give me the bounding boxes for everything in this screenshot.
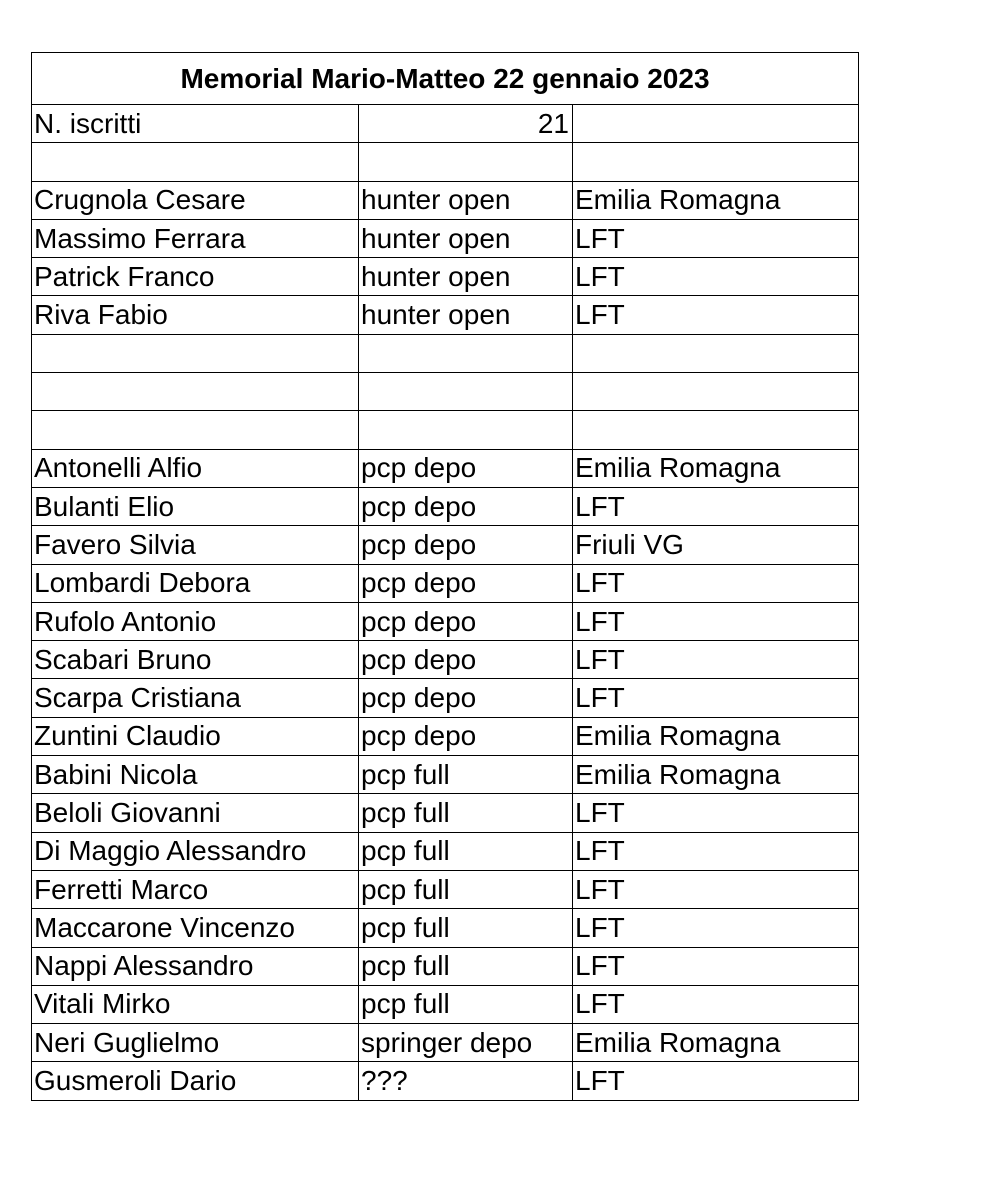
participant-region: LFT	[573, 985, 859, 1023]
participant-category	[359, 334, 573, 372]
participant-region: Emilia Romagna	[573, 181, 859, 219]
table-row	[32, 679, 859, 717]
participant-name	[32, 411, 359, 449]
table-row	[32, 296, 859, 334]
participant-category: pcp depo	[359, 717, 573, 755]
participant-category: springer depo	[359, 1024, 573, 1062]
participant-category	[359, 373, 573, 411]
registrants-label: N. iscritti	[32, 105, 359, 143]
registration-table-body	[32, 53, 859, 1101]
registrants-count: 21	[359, 105, 573, 143]
participant-category: pcp full	[359, 794, 573, 832]
participant-region: LFT	[573, 641, 859, 679]
participant-name: Antonelli Alfio	[32, 449, 359, 487]
participant-region: LFT	[573, 1062, 859, 1100]
table-row	[32, 449, 859, 487]
participant-name: Di Maggio Alessandro	[32, 832, 359, 870]
participant-name: Vitali Mirko	[32, 985, 359, 1023]
table-row	[32, 487, 859, 525]
participant-category	[359, 143, 573, 181]
participant-name: Patrick Franco	[32, 258, 359, 296]
table-row	[32, 1024, 859, 1062]
table-row	[32, 832, 859, 870]
participant-region	[573, 373, 859, 411]
participant-name: Scarpa Cristiana	[32, 679, 359, 717]
table-row	[32, 641, 859, 679]
table-row	[32, 411, 859, 449]
title-row	[32, 53, 859, 105]
sheet-title: Memorial Mario-Matteo 22 gennaio 2023	[32, 53, 859, 105]
participant-name: Babini Nicola	[32, 756, 359, 794]
participant-category: hunter open	[359, 258, 573, 296]
participant-name: Riva Fabio	[32, 296, 359, 334]
table-row	[32, 258, 859, 296]
summary-empty-cell	[573, 105, 859, 143]
table-row	[32, 717, 859, 755]
participant-name: Zuntini Claudio	[32, 717, 359, 755]
participant-category: pcp depo	[359, 449, 573, 487]
participant-region	[573, 143, 859, 181]
participant-name: Favero Silvia	[32, 526, 359, 564]
participant-category: pcp depo	[359, 526, 573, 564]
participant-name	[32, 143, 359, 181]
participant-name: Lombardi Debora	[32, 564, 359, 602]
participant-region	[573, 411, 859, 449]
table-row	[32, 756, 859, 794]
participant-name: Massimo Ferrara	[32, 219, 359, 257]
participant-category: pcp full	[359, 756, 573, 794]
participant-name: Maccarone Vincenzo	[32, 909, 359, 947]
participant-name: Crugnola Cesare	[32, 181, 359, 219]
participant-region: LFT	[573, 794, 859, 832]
table-row	[32, 602, 859, 640]
participant-region: LFT	[573, 219, 859, 257]
table-row	[32, 373, 859, 411]
table-row	[32, 909, 859, 947]
participant-category: pcp depo	[359, 487, 573, 525]
participant-region: LFT	[573, 832, 859, 870]
participant-category: hunter open	[359, 181, 573, 219]
table-row	[32, 526, 859, 564]
participant-category: hunter open	[359, 219, 573, 257]
participant-region: Emilia Romagna	[573, 717, 859, 755]
registration-table	[31, 52, 859, 1101]
participant-name: Beloli Giovanni	[32, 794, 359, 832]
participant-category: pcp full	[359, 870, 573, 908]
participant-name: Rufolo Antonio	[32, 602, 359, 640]
participant-name: Gusmeroli Dario	[32, 1062, 359, 1100]
participant-category	[359, 411, 573, 449]
participant-category: pcp depo	[359, 564, 573, 602]
participant-region	[573, 334, 859, 372]
table-row	[32, 219, 859, 257]
participant-name: Bulanti Elio	[32, 487, 359, 525]
participant-region: LFT	[573, 602, 859, 640]
participant-category: pcp depo	[359, 602, 573, 640]
participant-name: Nappi Alessandro	[32, 947, 359, 985]
participant-region: LFT	[573, 487, 859, 525]
participant-region: LFT	[573, 258, 859, 296]
participant-name	[32, 334, 359, 372]
table-row	[32, 947, 859, 985]
participant-region: LFT	[573, 679, 859, 717]
participant-region: LFT	[573, 564, 859, 602]
participant-category: pcp full	[359, 985, 573, 1023]
summary-row	[32, 105, 859, 143]
participant-name: Scabari Bruno	[32, 641, 359, 679]
table-row	[32, 1062, 859, 1100]
participant-region: LFT	[573, 870, 859, 908]
participant-region: LFT	[573, 947, 859, 985]
participant-name	[32, 373, 359, 411]
participant-category: pcp full	[359, 909, 573, 947]
participant-category: pcp full	[359, 832, 573, 870]
table-row	[32, 870, 859, 908]
participant-name: Ferretti Marco	[32, 870, 359, 908]
participant-category: hunter open	[359, 296, 573, 334]
participant-region: Emilia Romagna	[573, 756, 859, 794]
table-row	[32, 564, 859, 602]
participant-category: pcp depo	[359, 679, 573, 717]
participant-region: Emilia Romagna	[573, 1024, 859, 1062]
participant-region: LFT	[573, 296, 859, 334]
table-row	[32, 985, 859, 1023]
participant-name: Neri Guglielmo	[32, 1024, 359, 1062]
participant-category: ???	[359, 1062, 573, 1100]
participant-category: pcp depo	[359, 641, 573, 679]
table-row	[32, 794, 859, 832]
table-row	[32, 181, 859, 219]
table-row	[32, 334, 859, 372]
participant-region: Emilia Romagna	[573, 449, 859, 487]
participant-category: pcp full	[359, 947, 573, 985]
participant-region: Friuli VG	[573, 526, 859, 564]
participant-region: LFT	[573, 909, 859, 947]
table-row	[32, 143, 859, 181]
